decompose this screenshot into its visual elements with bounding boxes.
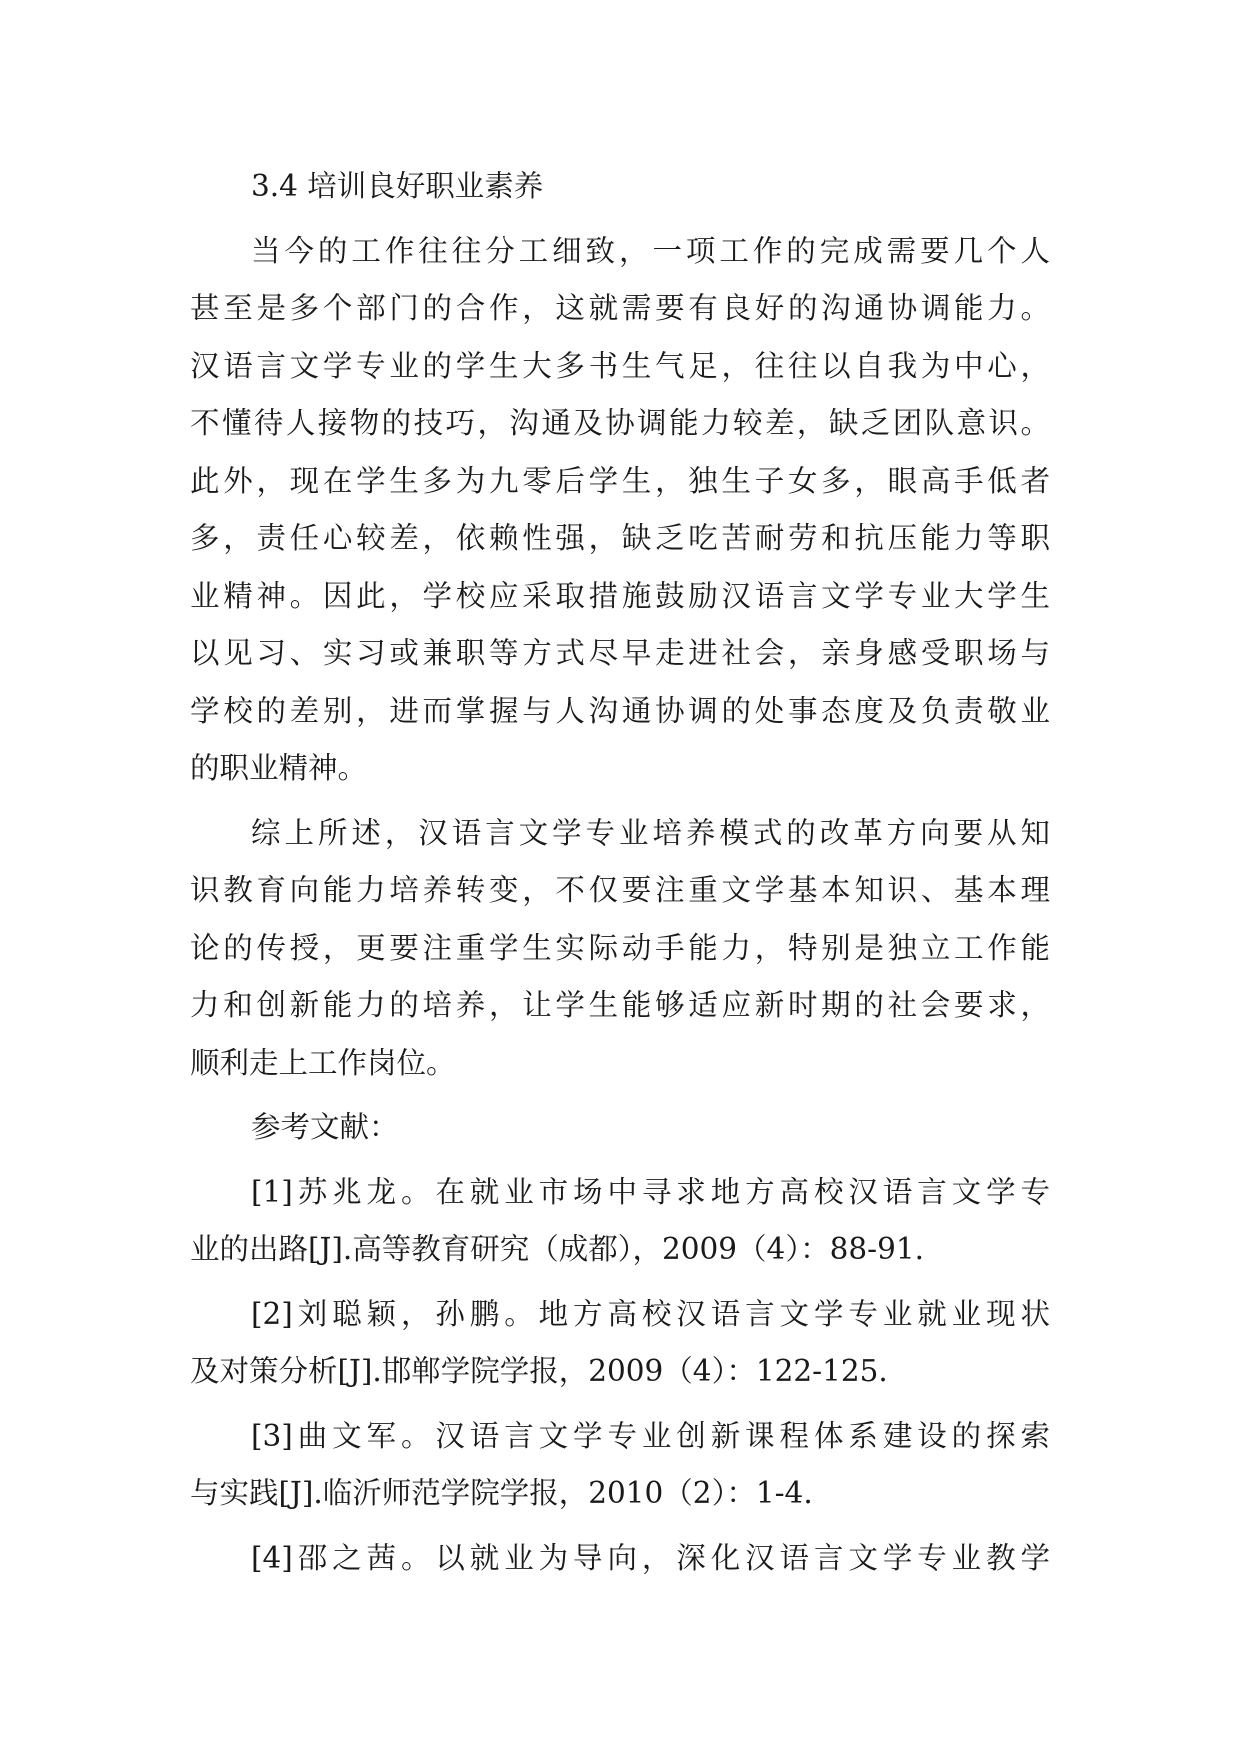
paragraph-summary — [190, 805, 1050, 1093]
spacer — [190, 1279, 1050, 1286]
spacer — [190, 1157, 1050, 1164]
spacer — [190, 1523, 1050, 1530]
paragraph-line: 此外，现在学生多为九零后学生，独生子女多，眼高手低者 — [190, 463, 1050, 498]
paragraph-line: 以见习、实习或兼职等方式尽早走进社会，亲身感受职场与 — [190, 636, 1050, 670]
paragraph-professional-quality — [190, 223, 1050, 798]
reference-list — [190, 1164, 1050, 1588]
reference-item — [190, 1530, 1050, 1588]
paragraph-line: 论的传授，更要注重学生实际动手能力，特别是独立工作能 — [190, 930, 1050, 965]
spacer — [190, 216, 1050, 223]
paragraph-line: 业精神。因此，学校应采取措施鼓励汉语言文学专业大学生 — [190, 578, 1050, 613]
spacer — [190, 798, 1050, 805]
reference-item — [190, 1408, 1050, 1523]
reference-item — [190, 1164, 1050, 1279]
reference-line: 业的出路[J].高等教育研究（成都），2009（4）：88-91. — [190, 1232, 924, 1266]
reference-line: [1]苏兆龙。在就业市场中寻求地方高校汉语言文学专 — [251, 1174, 1050, 1209]
spacer — [190, 1092, 1050, 1099]
paragraph-line: 力和创新能力的培养，让学生能够适应新时期的社会要求， — [190, 988, 1050, 1022]
reference-line: 与实践[J].临沂师范学院学报，2010（2）：1-4. — [190, 1476, 813, 1510]
paragraph-line: 的职业精神。 — [190, 751, 368, 785]
spacer — [190, 1401, 1050, 1408]
references-heading: 参考文献： — [251, 1110, 399, 1144]
reference-line: [4]邵之茜。以就业为导向，深化汉语言文学专业教学 — [251, 1540, 1050, 1575]
section-heading: 3.4 培训良好职业素养 — [251, 169, 544, 203]
reference-line: 及对策分析[J].邯郸学院学报，2009（4）：122-125. — [190, 1354, 888, 1388]
paragraph-line: 识教育向能力培养转变，不仅要注重文学基本知识、基本理 — [190, 873, 1050, 907]
paragraph-line: 顺利走上工作岗位。 — [190, 1045, 456, 1080]
paragraph-line: 综上所述，汉语言文学专业培养模式的改革方向要从知 — [251, 815, 1050, 850]
document-body — [190, 158, 1050, 1587]
reference-item — [190, 1286, 1050, 1401]
paragraph-line: 不懂待人接物的技巧，沟通及协调能力较差，缺乏团队意识。 — [190, 406, 1050, 440]
paragraph-line: 汉语言文学专业的学生大多书生气足，往往以自我为中心， — [190, 348, 1050, 383]
reference-line: [3]曲文军。汉语言文学专业创新课程体系建设的探索 — [251, 1418, 1050, 1453]
paragraph-line: 学校的差别，进而掌握与人沟通协调的处事态度及负责敬业 — [190, 693, 1050, 728]
paragraph-line: 甚至是多个部门的合作，这就需要有良好的沟通协调能力。 — [190, 291, 1050, 325]
paragraph-line: 当今的工作往往分工细致，一项工作的完成需要几个人 — [251, 233, 1050, 268]
reference-line: [2]刘聪颖，孙鹏。地方高校汉语言文学专业就业现状 — [251, 1296, 1050, 1331]
paragraph-line: 多，责任心较差，依赖性强，缺乏吃苦耐劳和抗压能力等职 — [190, 521, 1050, 555]
